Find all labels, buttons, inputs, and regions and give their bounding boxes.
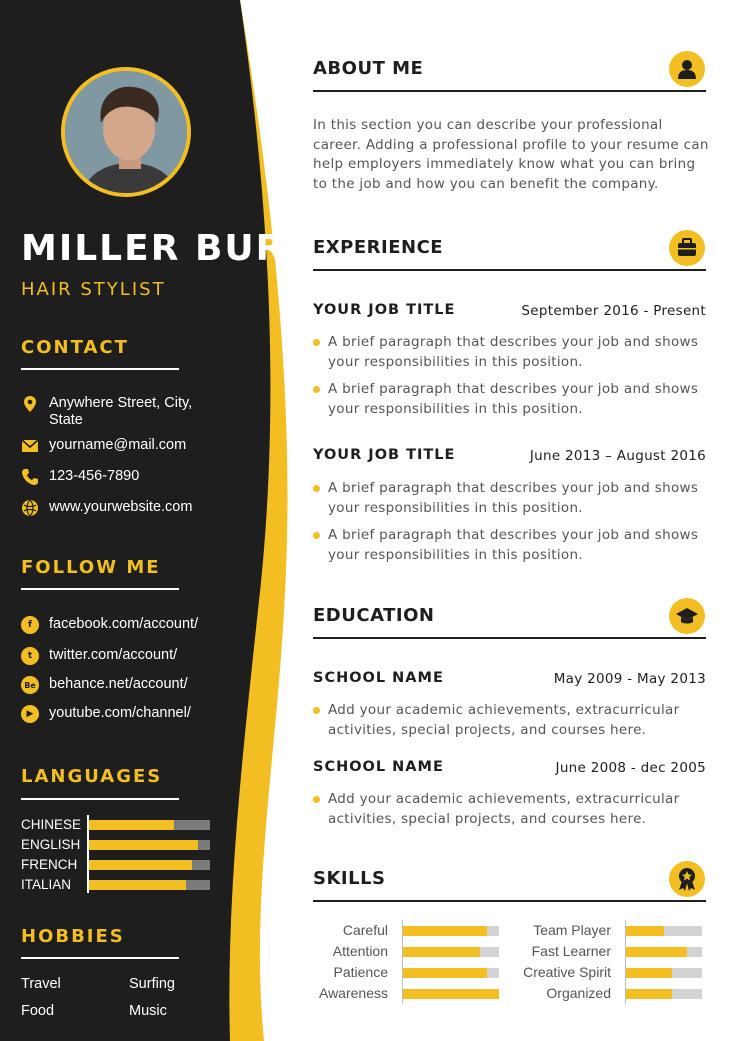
language-level-track — [89, 880, 210, 890]
language-row — [21, 816, 211, 834]
language-level-track — [89, 820, 210, 830]
skills-divider — [313, 900, 706, 902]
hobby-item: Travel — [21, 976, 61, 992]
skill-level-bar — [626, 947, 687, 957]
follow-behance[interactable] — [21, 676, 211, 694]
behance-icon: Be — [21, 676, 39, 694]
location-pin-icon — [21, 395, 39, 413]
twitter-icon: t — [21, 647, 39, 665]
language-row — [21, 856, 211, 874]
person-icon — [669, 51, 705, 87]
job-title: YOUR JOB TITLE — [313, 302, 456, 318]
skill-name: Organized — [546, 985, 611, 1001]
education-divider — [313, 637, 706, 639]
skill-level-track — [403, 968, 499, 978]
skill-level-bar — [403, 926, 487, 936]
contact-address — [21, 395, 211, 429]
job-date: September 2016 - Present — [521, 303, 706, 319]
job-bullet: A brief paragraph that describes your job and shows your responsibilities in this position. — [313, 479, 709, 518]
facebook-icon: f — [21, 616, 39, 634]
hobbies-divider — [21, 957, 179, 959]
job-bullet: A brief paragraph that describes your job and shows your responsibilities in this position. — [313, 380, 709, 419]
hobby-item: Surfing — [129, 976, 175, 992]
languages-axis — [87, 815, 89, 893]
briefcase-icon — [669, 230, 705, 266]
follow-youtube[interactable] — [21, 705, 211, 723]
school-name: SCHOOL NAME — [313, 759, 444, 775]
skill-level-track — [626, 968, 702, 978]
job-bullet: A brief paragraph that describes your job and shows your responsibilities in this position. — [313, 333, 709, 372]
language-row — [21, 876, 211, 894]
skill-name: Awareness — [318, 985, 388, 1001]
skill-level-track — [403, 947, 499, 957]
language-row — [21, 836, 211, 854]
skill-level-bar — [403, 947, 480, 957]
skill-level-bar — [403, 989, 499, 999]
hobbies-heading: HOBBIES — [21, 926, 125, 947]
job-date: June 2013 – August 2016 — [529, 448, 706, 464]
award-icon — [669, 861, 705, 897]
skill-name: Team Player — [533, 922, 611, 938]
language-name: CHINESE — [21, 817, 82, 832]
contact-email[interactable] — [21, 437, 211, 455]
language-level-bar — [89, 820, 174, 830]
phone-icon — [21, 468, 39, 486]
school-bullet: Add your academic achievements, extracurricular activities, special projects, and courses here. — [313, 701, 709, 740]
school-bullet: Add your academic achievements, extracurricular activities, special projects, and courses here. — [313, 790, 709, 829]
skill-name: Attention — [332, 943, 388, 959]
languages-divider — [21, 798, 179, 800]
follow-divider — [21, 588, 179, 590]
follow-behance-text: behance.net/account/ — [49, 676, 188, 692]
hobby-item: Music — [129, 1003, 167, 1019]
experience-divider — [313, 269, 706, 271]
contact-email-text: yourname@mail.com — [49, 437, 187, 453]
skill-level-bar — [626, 968, 672, 978]
follow-heading: FOLLOW ME — [21, 557, 161, 578]
skills-title: SKILLS — [313, 868, 386, 889]
skill-level-track — [626, 926, 702, 936]
job-title: YOUR JOB TITLE — [313, 447, 456, 463]
job-bullet: A brief paragraph that describes your job and shows your responsibilities in this position. — [313, 526, 709, 565]
education-title: EDUCATION — [313, 605, 435, 626]
skill-name: Careful — [342, 922, 388, 938]
profile-name: MILLER BURT — [21, 228, 311, 269]
contact-phone-text: 123-456-7890 — [49, 468, 140, 484]
skill-level-bar — [626, 989, 672, 999]
about-text: In this section you can describe your professional career. Adding a professional profile to your resume can help employers immediately know what you can bring to the job and how you can benefit the company. — [313, 117, 709, 192]
skill-level-track — [403, 989, 499, 999]
contact-phone[interactable] — [21, 468, 211, 486]
skill-name: Patience — [333, 964, 388, 980]
hobby-item: Food — [21, 1003, 55, 1019]
skill-level-track — [626, 989, 702, 999]
school-name: SCHOOL NAME — [313, 670, 444, 686]
language-level-bar — [89, 840, 198, 850]
profile-photo — [61, 67, 191, 197]
skill-name: Fast Learner — [531, 943, 611, 959]
languages-heading: LANGUAGES — [21, 766, 163, 787]
language-name: ITALIAN — [21, 877, 72, 892]
follow-twitter-text: twitter.com/account/ — [49, 647, 178, 663]
experience-title: EXPERIENCE — [313, 237, 444, 258]
about-title: ABOUT ME — [313, 58, 424, 79]
school-date: June 2008 - dec 2005 — [555, 760, 706, 776]
contact-divider — [21, 368, 179, 370]
contact-address-text: Anywhere Street, City, State — [49, 395, 193, 428]
language-name: FRENCH — [21, 857, 78, 872]
globe-icon — [21, 499, 39, 517]
language-level-bar — [89, 860, 192, 870]
profile-role: HAIR STYLIST — [21, 279, 166, 300]
follow-twitter[interactable] — [21, 647, 211, 665]
skill-name: Creative Spirit — [523, 964, 611, 980]
contact-website-text: www.yourwebsite.com — [49, 499, 193, 515]
about-divider — [313, 90, 706, 92]
follow-facebook-text: facebook.com/account/ — [49, 616, 199, 632]
school-date: May 2009 - May 2013 — [553, 671, 706, 687]
contact-heading: CONTACT — [21, 337, 129, 358]
language-level-track — [89, 840, 210, 850]
mail-icon — [21, 437, 39, 455]
language-level-bar — [89, 880, 186, 890]
follow-facebook[interactable] — [21, 616, 211, 634]
youtube-icon: ▶ — [21, 705, 39, 723]
follow-youtube-text: youtube.com/channel/ — [49, 705, 191, 721]
contact-website[interactable] — [21, 499, 211, 517]
language-level-track — [89, 860, 210, 870]
skill-level-bar — [403, 968, 487, 978]
skill-level-track — [403, 926, 499, 936]
skill-level-bar — [626, 926, 664, 936]
skill-level-track — [626, 947, 702, 957]
language-name: ENGLISH — [21, 837, 81, 852]
graduation-cap-icon — [669, 598, 705, 634]
